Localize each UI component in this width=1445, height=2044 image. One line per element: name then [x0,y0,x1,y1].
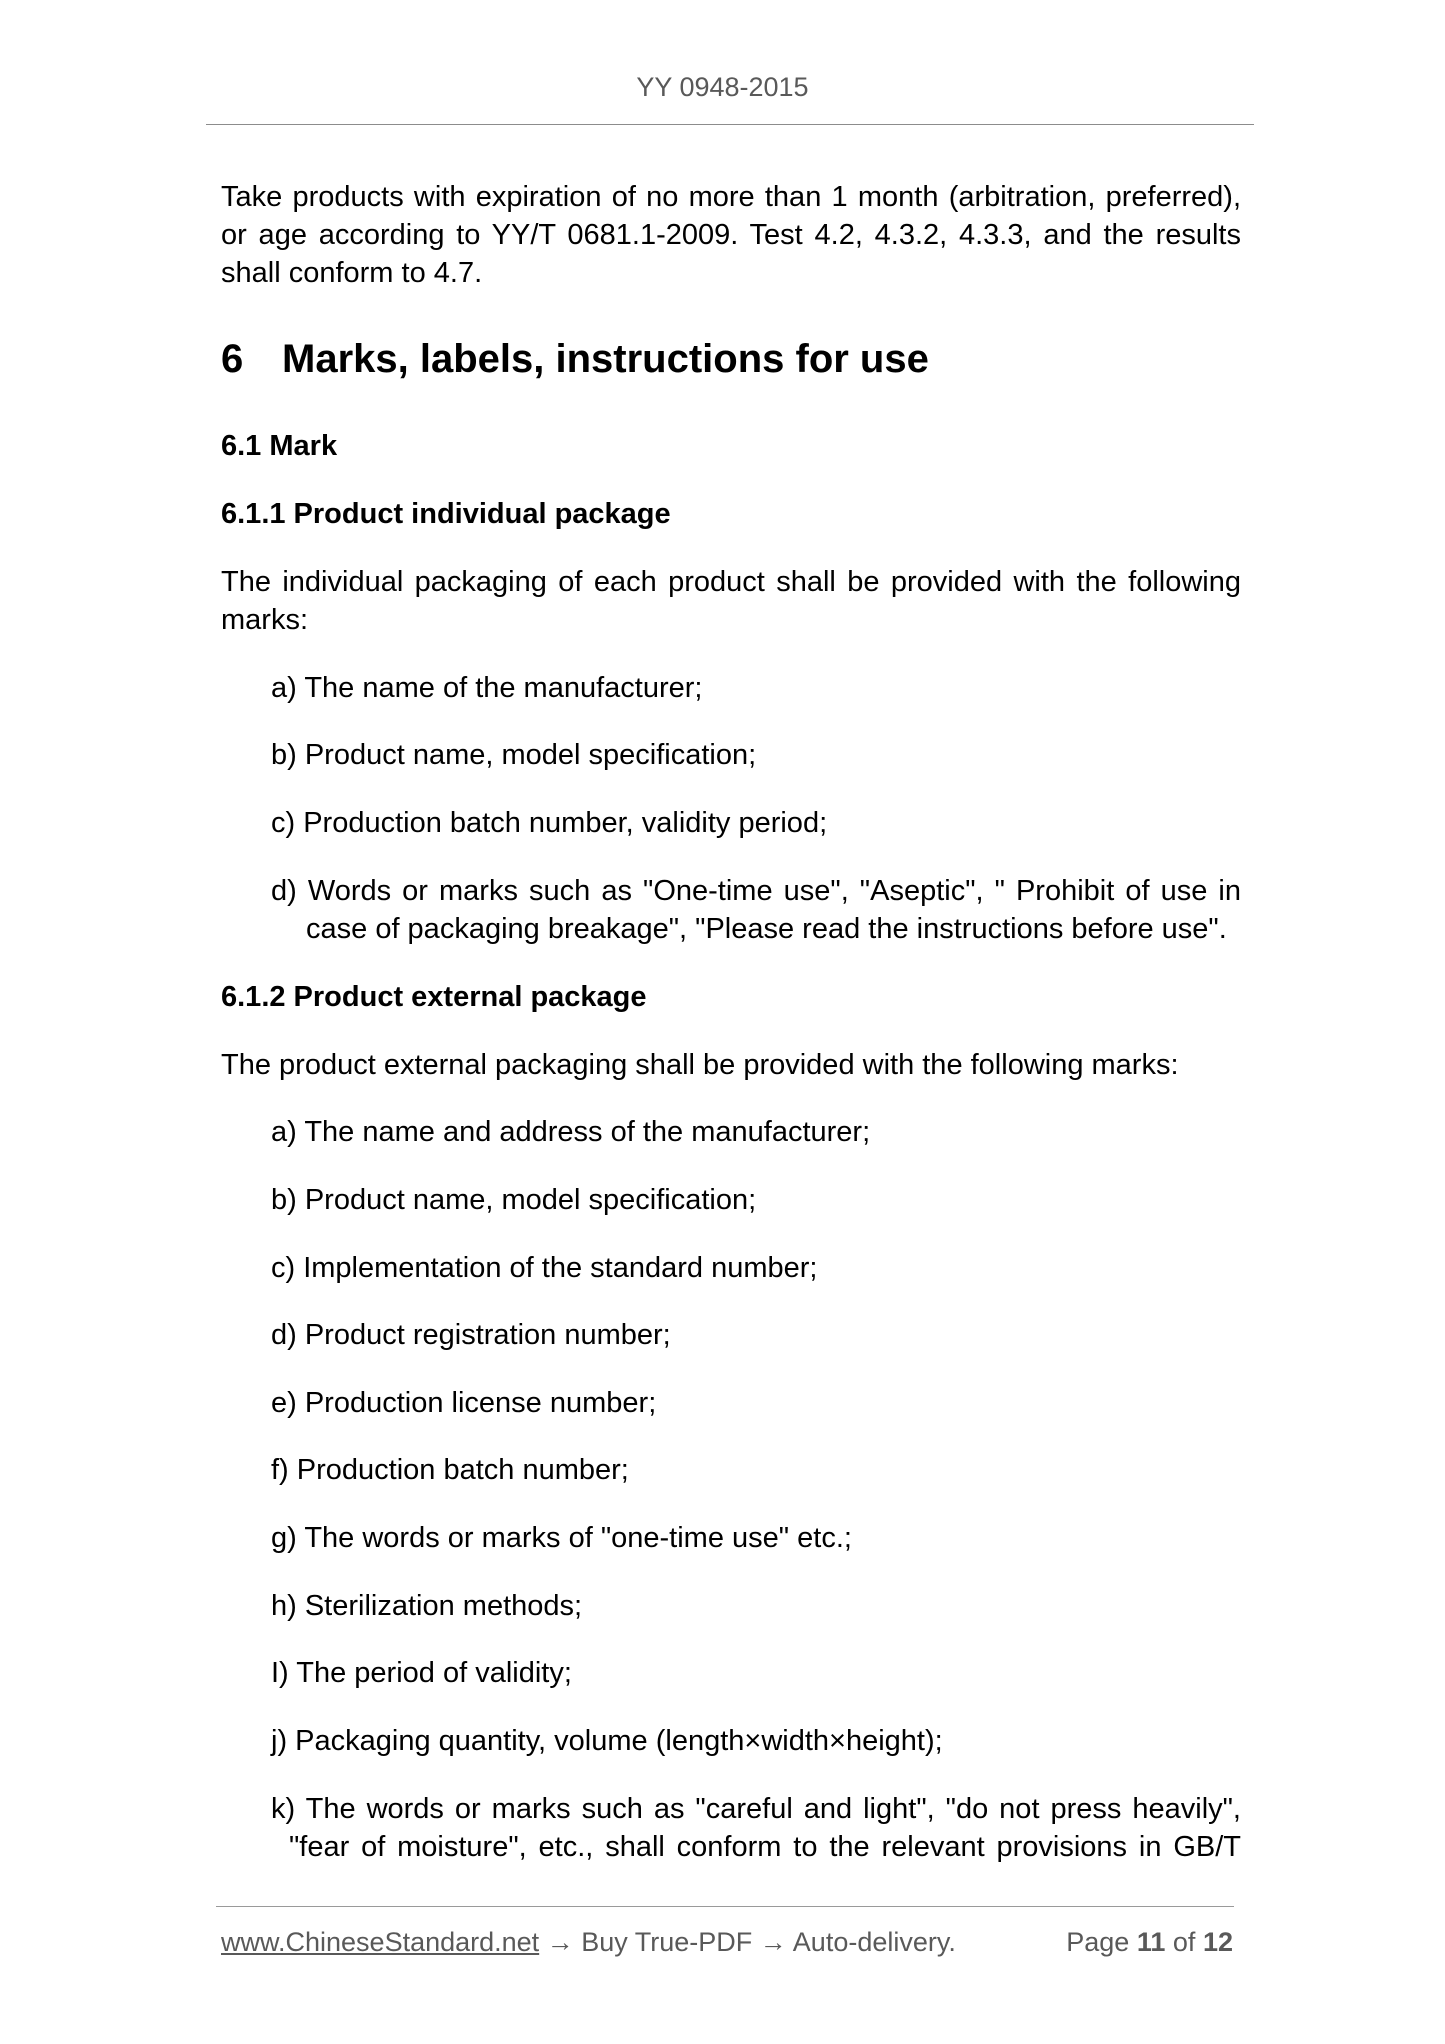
page-number: 11 [1136,1927,1166,1957]
buy-text: Buy True-PDF [581,1927,753,1957]
list-item: a) The name of the manufacturer; [271,672,703,704]
section-6-1-2-intro: The product external packaging shall be provided with the following marks: [221,1049,1179,1081]
list-item-continuation: case of packaging breakage", "Please read the instructions before use". [306,913,1227,945]
header-divider [206,124,1254,125]
delivery-text: Auto-delivery. [792,1927,956,1957]
list-item-continuation: "fear of moisture", etc., shall conform to the relevant provisions in GB/T [289,1831,1241,1863]
page-footer [221,1924,1233,1960]
list-item: h) Sterilization methods; [271,1590,583,1622]
list-item-multiline [271,872,1241,948]
section-6-1-1-heading: 6.1.1 Product individual package [221,498,671,530]
document-header-id: YY 0948-2015 [636,72,809,102]
list-item: a) The name and address of the manufacturer; [271,1116,871,1148]
section-6-1-1-intro: The individual packaging of each product shall be provided with the following marks: [221,566,1241,636]
section-6-1-2-heading: 6.1.2 Product external package [221,981,647,1013]
list-item: b) Product name, model specification; [271,739,757,771]
section-6-number: 6 [221,337,244,381]
list-item-line: k) The words or marks such as "careful and light", "do not press heavily", [271,1793,1241,1825]
section-6-heading [221,335,929,383]
page-indicator [1066,1924,1233,1960]
list-item: I) The period of validity; [271,1657,572,1689]
footer-divider [216,1906,1234,1907]
list-item: d) Product registration number; [271,1319,671,1351]
arrow-right-icon: → [759,1927,787,1957]
section-6-1-heading: 6.1 Mark [221,430,338,462]
list-item: b) Product name, model specification; [271,1184,757,1216]
list-item: c) Production batch number, validity period; [271,807,828,839]
of-word: of [1172,1927,1196,1957]
list-item: f) Production batch number; [271,1454,629,1486]
list-item: g) The words or marks of "one-time use" etc.; [271,1522,852,1554]
arrow-right-icon: → [546,1927,574,1957]
intro-paragraph: Take products with expiration of no more than 1 month (arbitration, preferred), or age according to YY/T 0681.1-2009. Test 4.2, 4.3.2, 4.3.3, and the results shall conform to 4.7. [221,181,1241,289]
site-link[interactable]: www.ChineseStandard.net [221,1927,540,1957]
list-item: j) Packaging quantity, volume (length×width×height); [271,1725,943,1757]
section-6-title: Marks, labels, instructions for use [282,337,929,381]
list-item: c) Implementation of the standard number; [271,1252,818,1284]
list-item-line: d) Words or marks such as "One-time use", "Aseptic", " Prohibit of use in [271,875,1241,907]
page-total: 12 [1202,1927,1233,1957]
page-word: Page [1066,1927,1130,1957]
list-item-multiline [271,1790,1241,1866]
list-item: e) Production license number; [271,1387,657,1419]
